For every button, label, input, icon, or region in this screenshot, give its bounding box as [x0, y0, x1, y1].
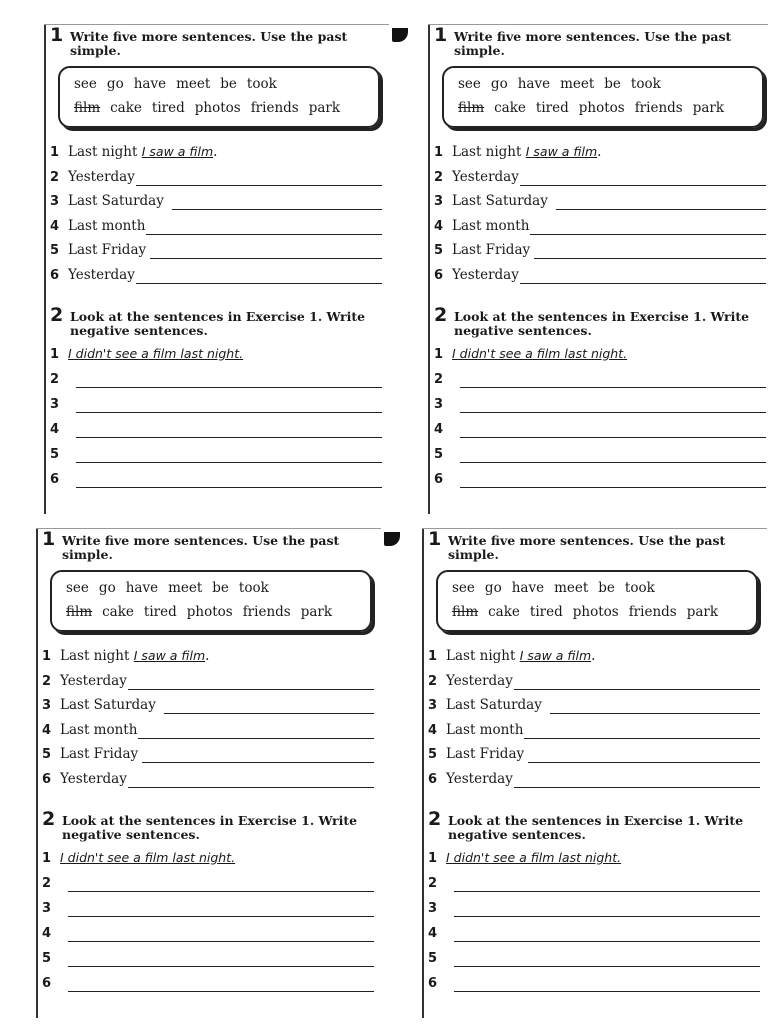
item-number: 6 [434, 267, 444, 283]
sentence-line [42, 875, 382, 895]
sentence-line [428, 722, 768, 742]
exercise-number: 1 [50, 24, 64, 46]
sentence-line [42, 746, 382, 766]
item-number: 4 [50, 218, 60, 234]
time-expression: Last Friday [68, 242, 147, 258]
item-number: 3 [42, 698, 52, 713]
word-option: have [125, 580, 159, 596]
example-answer: I didn't see a film last night. [446, 850, 622, 865]
worksheet-panel [36, 528, 386, 1023]
item-number: 5 [428, 747, 438, 762]
item-number: 3 [428, 901, 438, 916]
answer-line[interactable] [136, 185, 382, 186]
word-option: took [624, 580, 655, 596]
time-expression: Last night [452, 144, 522, 160]
word-option: go [490, 76, 508, 92]
sentence-line [50, 421, 390, 441]
sentence-line [42, 771, 382, 791]
word-row [66, 580, 279, 596]
sentence-line [428, 697, 768, 717]
word-option: cake [110, 100, 142, 116]
answer-line[interactable] [454, 891, 760, 892]
item-number: 3 [50, 194, 60, 209]
item-number: 2 [434, 372, 444, 387]
margin-line [36, 528, 38, 1018]
answer-line[interactable] [454, 941, 760, 942]
word-option: park [308, 100, 341, 116]
sentence-line [428, 850, 768, 870]
top-rule [428, 24, 768, 25]
item-number: 5 [434, 243, 444, 258]
exercise-instruction: Look at the sentences in Exercise 1. Write negative sentences. [70, 309, 366, 338]
time-expression: Last Friday [60, 746, 139, 762]
item-number: 2 [50, 169, 60, 185]
exercise-number: 2 [50, 304, 64, 326]
sentence-line [42, 850, 382, 870]
answer-line[interactable] [128, 787, 374, 788]
item-number: 2 [428, 673, 438, 689]
answer-line[interactable] [150, 258, 382, 259]
item-number: 1 [42, 649, 52, 664]
word-option: have [133, 76, 167, 92]
word-option: film [452, 604, 479, 620]
sentence-line [42, 975, 382, 995]
sentence-line [428, 950, 768, 970]
word-option: tired [529, 604, 563, 620]
margin-line [44, 24, 46, 514]
ink-blot [392, 28, 408, 42]
time-expression: Yesterday [446, 672, 513, 689]
word-row [452, 580, 665, 596]
exercise-number: 2 [434, 304, 448, 326]
worksheet-panel [422, 528, 768, 1023]
answer-line[interactable] [68, 891, 374, 892]
answer-line[interactable] [528, 762, 760, 763]
word-option: took [238, 580, 269, 596]
margin-line [422, 528, 424, 1018]
sentence-line [428, 746, 768, 766]
answer-line[interactable] [556, 209, 766, 210]
time-expression: Last Saturday [68, 193, 164, 209]
item-number: 1 [50, 145, 60, 160]
sentence-line [42, 950, 382, 970]
item-number: 6 [50, 472, 60, 487]
answer-line[interactable] [530, 234, 766, 235]
punctuation: . [213, 144, 218, 160]
sentence-line [50, 144, 390, 164]
answer-line[interactable] [164, 713, 374, 714]
sentence-line [42, 925, 382, 945]
word-row [458, 76, 671, 92]
word-option: see [452, 580, 475, 596]
word-option: friends [242, 604, 291, 620]
answer-line[interactable] [514, 689, 760, 690]
sentence-line [42, 722, 382, 742]
sentence-line [50, 371, 390, 391]
word-option: photos [578, 100, 625, 116]
word-option: go [98, 580, 116, 596]
sentence-line [50, 267, 390, 287]
answer-line[interactable] [68, 966, 374, 967]
top-rule [422, 528, 767, 529]
sentence-line [434, 144, 768, 164]
item-number: 3 [42, 901, 52, 916]
item-number: 1 [50, 347, 60, 362]
word-box [436, 570, 758, 632]
time-expression: Yesterday [60, 770, 127, 787]
word-option: cake [494, 100, 526, 116]
answer-line[interactable] [136, 283, 382, 284]
word-option: meet [168, 580, 203, 596]
time-expression: Last night [446, 648, 516, 664]
word-option: took [630, 76, 661, 92]
sentence-line [434, 396, 768, 416]
word-row [452, 604, 728, 620]
word-option: tired [143, 604, 177, 620]
answer-line[interactable] [76, 412, 382, 413]
time-expression: Last Saturday [60, 697, 156, 713]
margin-line [428, 24, 430, 514]
word-option: film [458, 100, 485, 116]
item-number: 2 [50, 372, 60, 387]
sentence-line [434, 346, 768, 366]
answer-line[interactable] [68, 991, 374, 992]
word-option: tired [151, 100, 185, 116]
sentence-line [434, 421, 768, 441]
item-number: 6 [434, 472, 444, 487]
word-option: friends [250, 100, 299, 116]
exercise-instruction: Look at the sentences in Exercise 1. Write negative sentences. [62, 813, 358, 842]
sentence-line [50, 169, 390, 189]
time-expression: Last month [446, 721, 524, 738]
ink-blot [384, 532, 400, 546]
sentence-line [50, 446, 390, 466]
item-number: 1 [434, 145, 444, 160]
word-option: photos [572, 604, 619, 620]
exercise-number: 1 [42, 528, 56, 550]
worksheet-panel [428, 24, 768, 519]
sentence-line [434, 242, 768, 262]
item-number: 2 [42, 876, 52, 891]
sentence-line [50, 471, 390, 491]
sentence-line [434, 371, 768, 391]
example-answer: I saw a film [519, 648, 592, 663]
answer-line[interactable] [534, 258, 766, 259]
word-option: film [66, 604, 93, 620]
item-number: 4 [434, 218, 444, 234]
item-number: 5 [42, 951, 52, 966]
answer-line[interactable] [172, 209, 382, 210]
exercise-instruction: Write five more sentences. Use the past simple. [70, 29, 348, 58]
sentence-line [434, 169, 768, 189]
sentence-line [434, 446, 768, 466]
word-row [74, 76, 287, 92]
time-expression: Yesterday [446, 770, 513, 787]
time-expression: Last month [452, 217, 530, 234]
answer-line[interactable] [146, 234, 382, 235]
item-number: 5 [428, 951, 438, 966]
time-expression: Yesterday [68, 266, 135, 283]
item-number: 4 [428, 926, 438, 941]
word-option: film [74, 100, 101, 116]
word-row [458, 100, 734, 116]
exercise-number: 2 [42, 808, 56, 830]
item-number: 6 [428, 771, 438, 787]
word-option: be [604, 76, 621, 92]
sentence-line [50, 218, 390, 238]
time-expression: Last Friday [446, 746, 525, 762]
answer-line[interactable] [520, 283, 766, 284]
sentence-line [42, 900, 382, 920]
answer-line[interactable] [68, 916, 374, 917]
word-option: meet [554, 580, 589, 596]
sentence-line [42, 648, 382, 668]
answer-line[interactable] [76, 487, 382, 488]
time-expression: Last month [60, 721, 138, 738]
answer-line[interactable] [460, 412, 766, 413]
word-option: cake [488, 604, 520, 620]
word-option: meet [176, 76, 211, 92]
exercise-number: 2 [428, 808, 442, 830]
word-option: meet [560, 76, 595, 92]
word-option: tired [535, 100, 569, 116]
time-expression: Last night [68, 144, 138, 160]
word-option: see [458, 76, 481, 92]
item-number: 3 [434, 397, 444, 412]
item-number: 4 [50, 422, 60, 437]
exercise-instruction: Write five more sentences. Use the past simple. [448, 533, 726, 562]
item-number: 6 [50, 267, 60, 283]
example-answer: I saw a film [141, 144, 214, 159]
time-expression: Yesterday [68, 168, 135, 185]
word-option: friends [634, 100, 683, 116]
answer-line[interactable] [142, 762, 374, 763]
sentence-line [42, 673, 382, 693]
item-number: 6 [42, 976, 52, 991]
item-number: 4 [42, 926, 52, 941]
punctuation: . [591, 648, 596, 664]
item-number: 6 [42, 771, 52, 787]
time-expression: Yesterday [60, 672, 127, 689]
item-number: 4 [428, 722, 438, 738]
item-number: 2 [428, 876, 438, 891]
answer-line[interactable] [76, 462, 382, 463]
exercise-number: 1 [434, 24, 448, 46]
sentence-line [434, 471, 768, 491]
answer-line[interactable] [454, 966, 760, 967]
top-rule [44, 24, 389, 25]
answer-line[interactable] [460, 487, 766, 488]
word-box [58, 66, 380, 128]
exercise-instruction: Look at the sentences in Exercise 1. Write negative sentences. [454, 309, 750, 338]
sentence-line [428, 925, 768, 945]
word-option: see [66, 580, 89, 596]
sentence-line [428, 975, 768, 995]
answer-line[interactable] [520, 185, 766, 186]
sentence-line [428, 875, 768, 895]
answer-line[interactable] [550, 713, 760, 714]
word-option: friends [628, 604, 677, 620]
word-option: be [220, 76, 237, 92]
item-number: 1 [434, 347, 444, 362]
punctuation: . [205, 648, 210, 664]
exercise-instruction: Write five more sentences. Use the past simple. [62, 533, 340, 562]
example-answer: I didn't see a film last night. [60, 850, 236, 865]
answer-line[interactable] [460, 462, 766, 463]
time-expression: Last Saturday [452, 193, 548, 209]
worksheet-panel [44, 24, 394, 519]
example-answer: I didn't see a film last night. [68, 346, 244, 361]
item-number: 5 [50, 447, 60, 462]
word-row [66, 604, 342, 620]
item-number: 1 [428, 851, 438, 866]
word-option: park [692, 100, 725, 116]
answer-line[interactable] [128, 689, 374, 690]
answer-line[interactable] [454, 916, 760, 917]
item-number: 3 [50, 397, 60, 412]
item-number: 2 [42, 673, 52, 689]
time-expression: Last month [68, 217, 146, 234]
word-option: cake [102, 604, 134, 620]
sentence-line [42, 697, 382, 717]
time-expression: Yesterday [452, 266, 519, 283]
sentence-line [428, 771, 768, 791]
item-number: 5 [50, 243, 60, 258]
word-option: be [598, 580, 615, 596]
punctuation: . [597, 144, 602, 160]
item-number: 3 [428, 698, 438, 713]
answer-line[interactable] [68, 941, 374, 942]
word-option: be [212, 580, 229, 596]
example-answer: I didn't see a film last night. [452, 346, 628, 361]
sentence-line [434, 193, 768, 213]
item-number: 1 [42, 851, 52, 866]
word-box [50, 570, 372, 632]
item-number: 3 [434, 194, 444, 209]
item-number: 4 [434, 422, 444, 437]
exercise-number: 1 [428, 528, 442, 550]
answer-line[interactable] [524, 738, 760, 739]
example-answer: I saw a film [133, 648, 206, 663]
word-option: photos [194, 100, 241, 116]
top-rule [36, 528, 381, 529]
time-expression: Last Friday [452, 242, 531, 258]
exercise-instruction: Write five more sentences. Use the past simple. [454, 29, 732, 58]
sentence-line [434, 267, 768, 287]
item-number: 4 [42, 722, 52, 738]
answer-line[interactable] [76, 437, 382, 438]
sentence-line [434, 218, 768, 238]
item-number: 6 [428, 976, 438, 991]
sentence-line [428, 673, 768, 693]
item-number: 1 [428, 649, 438, 664]
word-option: have [517, 76, 551, 92]
word-option: took [246, 76, 277, 92]
word-option: have [511, 580, 545, 596]
answer-line[interactable] [514, 787, 760, 788]
word-option: go [484, 580, 502, 596]
sentence-line [428, 648, 768, 668]
time-expression: Last night [60, 648, 130, 664]
answer-line[interactable] [138, 738, 374, 739]
time-expression: Yesterday [452, 168, 519, 185]
word-box [442, 66, 764, 128]
word-option: see [74, 76, 97, 92]
answer-line[interactable] [460, 387, 766, 388]
item-number: 5 [434, 447, 444, 462]
sentence-line [50, 242, 390, 262]
word-option: park [300, 604, 333, 620]
answer-line[interactable] [454, 991, 760, 992]
answer-line[interactable] [76, 387, 382, 388]
sentence-line [50, 193, 390, 213]
word-option: park [686, 604, 719, 620]
item-number: 2 [434, 169, 444, 185]
word-option: go [106, 76, 124, 92]
example-answer: I saw a film [525, 144, 598, 159]
word-row [74, 100, 350, 116]
sentence-line [50, 396, 390, 416]
time-expression: Last Saturday [446, 697, 542, 713]
item-number: 5 [42, 747, 52, 762]
sentence-line [428, 900, 768, 920]
answer-line[interactable] [460, 437, 766, 438]
sentence-line [50, 346, 390, 366]
word-option: photos [186, 604, 233, 620]
exercise-instruction: Look at the sentences in Exercise 1. Write negative sentences. [448, 813, 744, 842]
